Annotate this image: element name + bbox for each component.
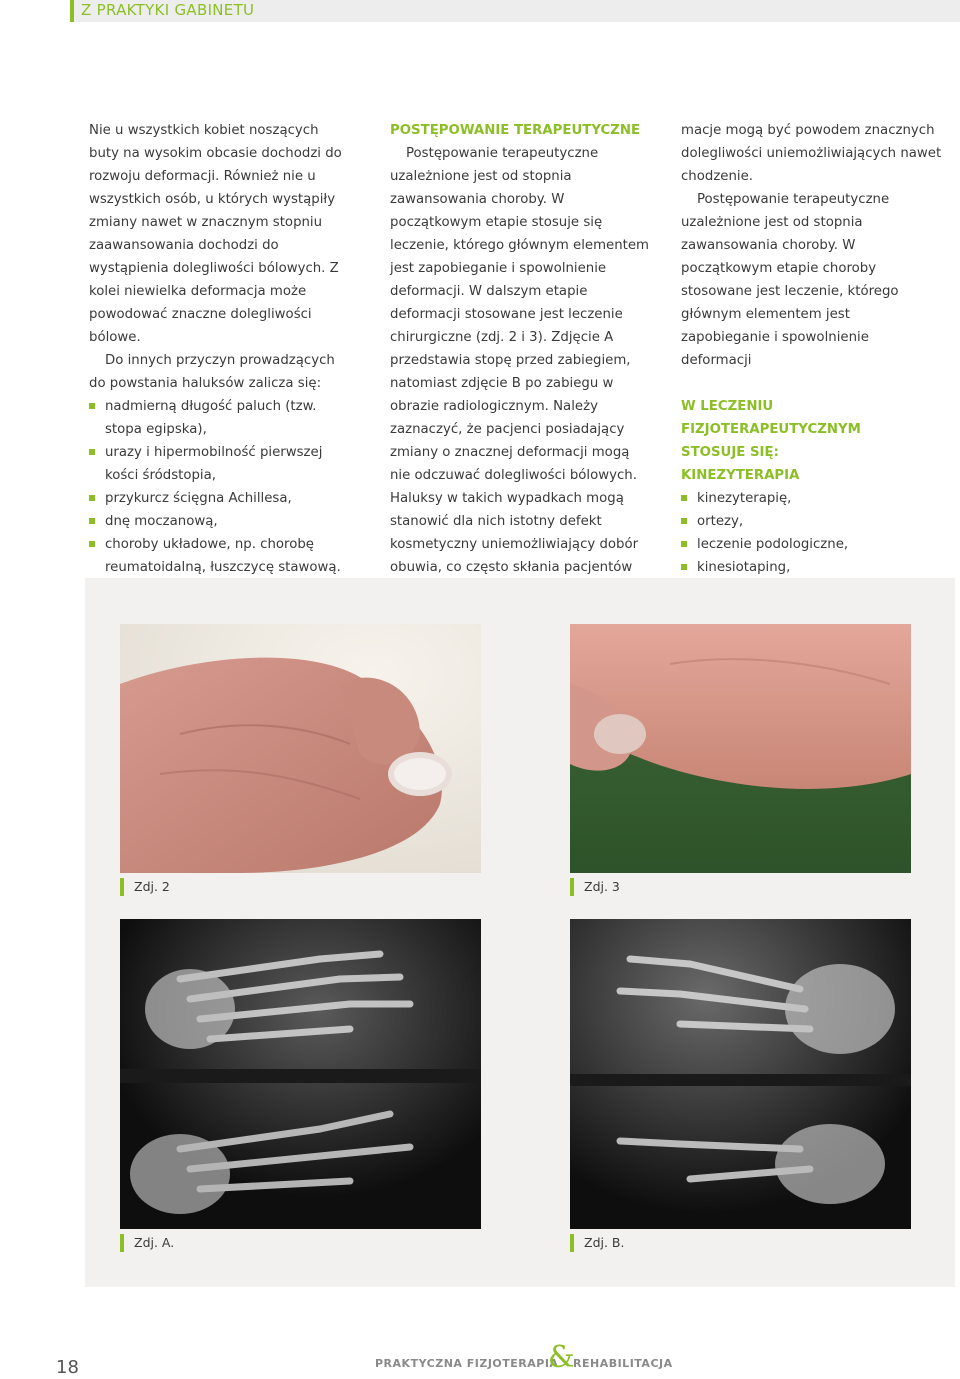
caption-marker bbox=[120, 1234, 124, 1252]
figure-caption: Zdj. A. bbox=[134, 1235, 175, 1250]
section-heading: STOSUJE SIĘ: bbox=[681, 445, 779, 460]
list-item: ortezy, bbox=[681, 510, 943, 533]
magazine-name-part2: REHABILITACJA bbox=[573, 1357, 673, 1370]
paragraph: macje mogą być powodem znacznych dolegliwości uniemożliwiających nawet chodzenie. bbox=[681, 123, 942, 184]
page-number: 18 bbox=[56, 1357, 79, 1378]
list-item: dnę moczanową, bbox=[89, 510, 351, 533]
figure-caption: Zdj. 2 bbox=[134, 879, 170, 894]
figure-caption: Zdj. B. bbox=[584, 1235, 625, 1250]
section-heading: KINEZYTERAPIA bbox=[681, 468, 800, 483]
magazine-ampersand: & bbox=[548, 1340, 575, 1375]
causes-list bbox=[89, 395, 351, 579]
text-column-1 bbox=[89, 119, 351, 579]
figure-caption: Zdj. 3 bbox=[584, 879, 620, 894]
list-item: kinesiotaping, bbox=[681, 556, 943, 579]
caption-marker bbox=[570, 1234, 574, 1252]
photo-foot-deformity bbox=[120, 624, 481, 873]
section-title: Z PRAKTYKI GABINETU bbox=[81, 1, 255, 19]
caption-marker bbox=[570, 878, 574, 896]
text-column-3 bbox=[681, 119, 943, 625]
paragraph: Nie u wszystkich kobiet noszących buty na wysokim obcasie dochodzi do rozwoju deformacji. Również nie u wszystkich osób, u których wystąpiły zmiany nawet w znacznym stopniu zaawansowania dochodzi do wystąpienia dolegliwości bólowych. Z kolei niewielka deformacja może powodować znaczne dolegliwości bólowe. bbox=[89, 123, 342, 345]
paragraph: Do innych przyczyn prowadzących do powstania haluksów zalicza się: bbox=[89, 353, 335, 391]
list-item: nadmierną długość paluch (tzw. stopa egipska), bbox=[89, 395, 351, 441]
section-heading: W LECZENIU FIZJOTERAPEUTYCZNYM bbox=[681, 399, 861, 437]
list-item: leczenie podologiczne, bbox=[681, 533, 943, 556]
text-column-2 bbox=[390, 119, 652, 625]
section-heading: POSTĘPOWANIE TERAPEUTYCZNE bbox=[390, 123, 641, 138]
photo-foot-bunion bbox=[570, 624, 911, 873]
paragraph: Postępowanie terapeutyczne uzależnione jest od stopnia zawansowania choroby. W początkowym etapie choroby stosowane jest leczenie, którego głównym elementem jest zapobieganie i spowolnienie deformacji bbox=[681, 192, 899, 368]
list-item: choroby układowe, np. chorobę reumatoidalną, łuszczycę stawową. bbox=[89, 533, 351, 579]
caption-marker bbox=[120, 878, 124, 896]
header-accent-bar bbox=[70, 0, 74, 22]
list-item: przykurcz ścięgna Achillesa, bbox=[89, 487, 351, 510]
xray-before-surgery bbox=[120, 919, 481, 1229]
magazine-name: PRAKTYCZNA FIZJOTERAPIA bbox=[375, 1357, 559, 1370]
paragraph: Postępowanie terapeutyczne uzależnione jest od stopnia zawansowania choroby. W początkowym etapie stosuje się leczenie, którego głównym elementem jest zapobieganie i spowolnienie deformacji. W dalszym etapie deformacji stosowane jest leczenie chirurgiczne (zdj. 2 i 3). Zdjęcie A przedstawia stopę przed zabiegiem, natomiast zdjęcie B po zabiegu w obrazie radiologicznym. Należy zaznaczyć, że pacjenci posiadający zmiany o znacznej deformacji mogą nie odczuwać dolegliwości bólowych. Haluksy w takich wypadkach mogą stanowić dla nich istotny defekt kosmetyczny uniemożliwiający dobór obuwia, co często skłania pacjentów bbox=[390, 146, 649, 575]
list-item: urazy i hipermobilność pierwszej kości śródstopia, bbox=[89, 441, 351, 487]
list-item: kinezyterapię, bbox=[681, 487, 943, 510]
xray-after-surgery bbox=[570, 919, 911, 1229]
